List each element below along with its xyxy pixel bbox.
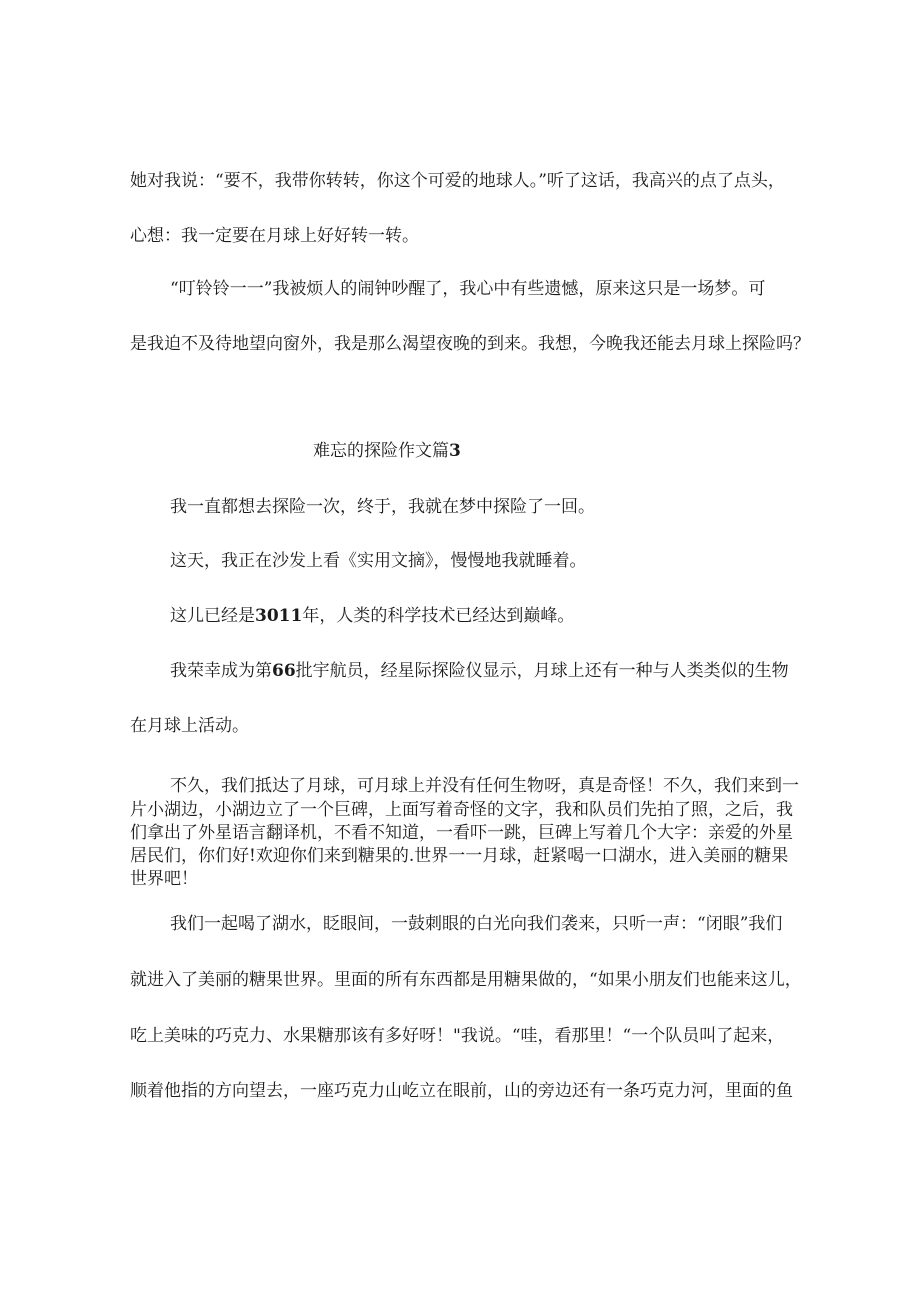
paragraph-5-line-4: 居民们，你们好!欢迎你们来到糖果的.世界一一月球，赶紧喝一口湖水，进入美丽的糖果 [130, 846, 789, 866]
paragraph-1: 我一直都想去探险一次，终于，我就在梦中探险了一回。 [170, 497, 595, 517]
paragraph-5-line-2: 片小湖边，小湖边立了一个巨碑，上面写着奇怪的文字，我和队员们先拍了照，之后，我 [130, 800, 793, 820]
paragraph-dream-line-2: 是我迫不及待地望向窗外，我是那么渴望夜晚的到来。我想，今晚我还能去月球上探险吗？ [130, 334, 810, 354]
paragraph-5-line-3: 们拿出了外星语言翻译机，不看不知道，一看吓一跳，巨碑上写着几个大字：亲爱的外星 [130, 823, 793, 843]
paragraph-5-line-1: 不久，我们抵达了月球，可月球上并没有任何生物呀，真是奇怪！不久，我们来到一 [170, 776, 799, 796]
paragraph-6-line-4: 顺着他指的方向望去，一座巧克力山屹立在眼前，山的旁边还有一条巧克力河，里面的鱼 [130, 1081, 793, 1101]
paragraph-top-line-1: 她对我说：“要不，我带你转转，你这个可爱的地球人。”听了这话，我高兴的点了点头， [130, 171, 785, 191]
section-title: 难忘的探险作文篇3 [313, 441, 461, 461]
paragraph-dream-line-1: “叮铃铃一一”我被烦人的闹钟吵醒了，我心中有些遗憾，原来这只是一场梦。可 [170, 279, 766, 299]
paragraph-4-line-2: 在月球上活动。 [130, 716, 249, 736]
paragraph-2: 这天，我正在沙发上看《实用文摘》，慢慢地我就睡着。 [170, 551, 587, 571]
paragraph-6-line-3: 吃上美味的巧克力、水果糖那该有多好呀！"我说。“哇，看那里！“一个队员叫了起来， [130, 1026, 785, 1046]
paragraph-4-line-1: 我荣幸成为第66批宇航员，经星际探险仪显示，月球上还有一种与人类类似的生物 [170, 661, 789, 681]
paragraph-5-line-5: 世界吧！ [130, 869, 198, 889]
paragraph-3: 这儿已经是3011年，人类的科学技术已经达到巅峰。 [170, 606, 575, 626]
paragraph-6-line-2: 就进入了美丽的糖果世界。里面的所有东西都是用糖果做的，“如果小朋友们也能来这儿， [130, 970, 802, 990]
paragraph-top-line-2: 心想：我一定要在月球上好好转一转。 [130, 226, 419, 246]
paragraph-6-line-1: 我们一起喝了湖水，眨眼间，一鼓刺眼的白光向我们袭来，只听一声：“闭眼”我们 [170, 914, 783, 934]
